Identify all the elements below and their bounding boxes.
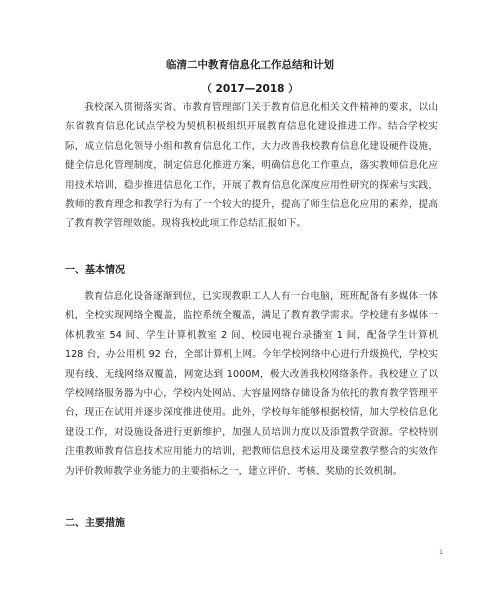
section-heading-basic: 一、基本情况	[65, 265, 125, 276]
page-number: 1	[439, 549, 443, 556]
intro-paragraph: 我校深入贯彻落实省、市教育管理部门关于教育信息化相关文件精神的要求，以山东省教育信息化试点学校为契机积极组织开展教育信息化建设推进工作。结合学校实际，成立信息化领导小组和教育信息化工作，大力改善我校教育信息化建设硬件设施，健全信息化管理制度，制定信息化推进方案，明确信息化工作重点，落实教师信息化应用技术培训，稳步推进信息化工作，开展了教育信息化深度应用性研究的探索与实践，教师的教育理念和教学行为有了一个较大的提升，提高了师生信息化应用的素养，提高了教育教学管理效能。现将我校此项工作总结汇报如下。	[65, 102, 438, 230]
basic-info-paragraph: 教育信息化设备逐渐到位，已实现教职工人人有一台电脑，班班配备有多媒体一体机，全校实现网络全覆盖，监控系统全覆盖，满足了教育教学需求。学校建有多媒体一体机教室 54 间、学生计算机教室 2 间、校园电视台录播室 1 间，配备学生计算机 128 台，办公用机 92 台，全部计算机上网。今年学校网络中心进行升级换代，学校实现有线、无线网络双覆盖，网宽达到 1000M，极大改善我校网络条件。我校建立了以学校网络服务器为中心，学校内处网站、大容量网络存储设备为依托的教育教学管理平台，现正在试用并逐步深度推进使用。此外，学校每年能够根据校情，加大学校信息化建设工作，对设施设备进行更新维护，加强人员培训力度以及添置教学资源。学校特别注重教师教育信息技术应用能力的培训，把教师信息技术运用及课堂教学整合的实效作为评价教师教学业务能力的主要指标之一，建立评价、考核、奖励的长效机制。	[65, 291, 438, 477]
section-heading-measures: 二、主要措施	[65, 518, 125, 529]
document-title: 临清二中教育信息化工作总结和计划	[166, 59, 334, 71]
document-subtitle: （ 2017—2018 ）	[201, 83, 299, 95]
